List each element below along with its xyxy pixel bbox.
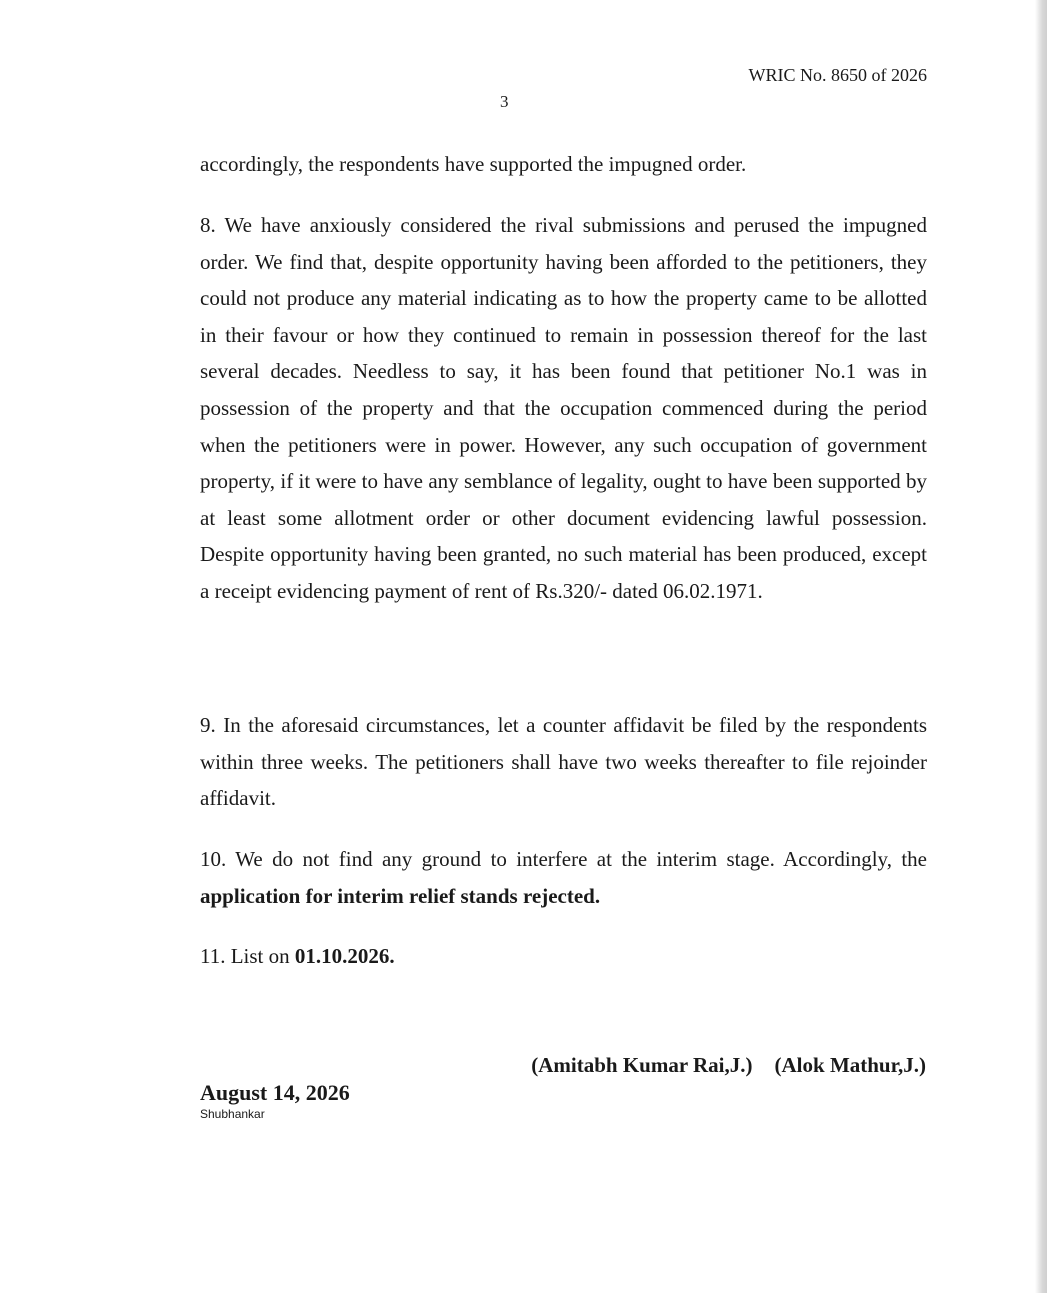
- paragraph-11-text: 11. List on: [200, 944, 295, 968]
- paragraph-10-text: 10. We do not find any ground to interfere at the interim stage. Accordingly, the: [200, 847, 927, 871]
- page-number: 3: [500, 92, 509, 111]
- case-number: WRIC No. 8650 of 2026: [748, 65, 927, 85]
- listing-date: 01.10.2026.: [294, 944, 395, 968]
- paragraph-10-bold-text: application for interim relief stands rejected.: [200, 883, 601, 908]
- order-date: August 14, 2026: [200, 1080, 350, 1105]
- page-edge-shadow: [1035, 0, 1047, 1293]
- paragraph-9: 9. In the aforesaid circumstances, let a counter affidavit be filed by the respondents within three weeks. The petitioners shall have two weeks thereafter to file rejoinder affidavit.: [200, 713, 927, 811]
- paragraph-8: 8. We have anxiously considered the rival submissions and perused the impugned order. We find that, despite opportunity having been afforded to the petitioners, they could not produce any material indicating as to how the property came to be allotted in their favour or how they continued to remain in possession thereof for the last several decades. Needless to say, it has been found that petitioner No.1 was in possession of the property and that the occupation commenced during the period when the petitioners were in power. However, any such occupation of government property, if it were to have any semblance of legality, ought to have been supported by at least some allotment order or other document evidencing lawful possession. Despite opportunity having been granted, no such material has been produced, except a receipt evidencing payment of rent of Rs.320/- dated 06.02.1971.: [200, 213, 927, 603]
- judge-1-name: (Amitabh Kumar Rai,J.): [531, 1053, 753, 1077]
- judge-signatures: [531, 1050, 926, 1080]
- paragraph-10: [200, 841, 927, 914]
- author-name: Shubhankar: [200, 1107, 265, 1121]
- judge-2-name: (Alok Mathur,J.): [774, 1053, 926, 1077]
- paragraph-intro: accordingly, the respondents have supported the impugned order.: [200, 152, 747, 176]
- paragraph-11: [200, 938, 927, 975]
